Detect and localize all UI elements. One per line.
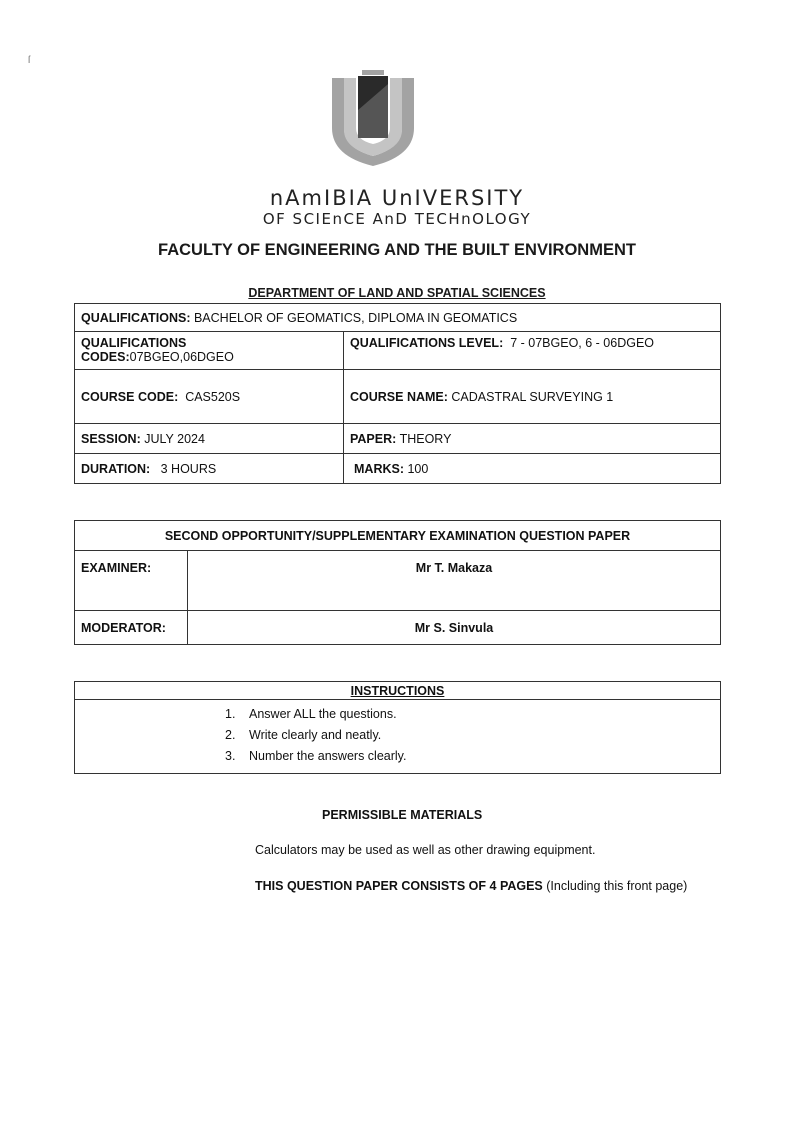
department-title: DEPARTMENT OF LAND AND SPATIAL SCIENCES [248, 286, 546, 300]
page-count-note: THIS QUESTION PAPER CONSISTS OF 4 PAGES (Including this front page) [255, 879, 688, 893]
qualification-codes-cell: QUALIFICATIONS CODES:07BGEO,06DGEO [75, 332, 344, 370]
marks-cell: MARKS: 100 [344, 454, 721, 484]
examiner-label: EXAMINER: [75, 551, 188, 611]
instructions-heading: INSTRUCTIONS [75, 682, 721, 700]
university-subtitle: OF SCIEnCE AnD TECHnOLOGY [262, 210, 532, 228]
university-name: nAmIBIA UnIVERSITY [269, 186, 525, 210]
course-info-table [74, 303, 721, 484]
course-name-cell: COURSE NAME: CADASTRAL SURVEYING 1 [344, 370, 721, 424]
instructions-list [75, 700, 720, 773]
faculty-title: FACULTY OF ENGINEERING AND THE BUILT ENVIRONMENT [158, 241, 636, 259]
permissible-materials-text: Calculators may be used as well as other drawing equipment. [255, 843, 596, 857]
exam-heading: SECOND OPPORTUNITY/SUPPLEMENTARY EXAMINATION QUESTION PAPER [75, 521, 721, 551]
paper-cell: PAPER: THEORY [344, 424, 721, 454]
instruction-item: 3. Number the answers clearly. [225, 749, 407, 763]
course-code-cell: COURSE CODE: CAS520S [75, 370, 344, 424]
qualifications-row: QUALIFICATIONS: BACHELOR OF GEOMATICS, DIPLOMA IN GEOMATICS [75, 304, 721, 332]
moderator-label: MODERATOR: [75, 611, 188, 645]
instructions-table [74, 681, 721, 774]
instruction-item: 1. Answer ALL the questions. [225, 707, 397, 721]
examiner-value: Mr T. Makaza [188, 551, 721, 611]
qualification-level-cell: QUALIFICATIONS LEVEL: 7 - 07BGEO, 6 - 06DGEO [344, 332, 721, 370]
moderator-value: Mr S. Sinvula [188, 611, 721, 645]
session-cell: SESSION: JULY 2024 [75, 424, 344, 454]
university-logo [328, 70, 418, 170]
duration-cell: DURATION: 3 HOURS [75, 454, 344, 484]
instruction-item: 2. Write clearly and neatly. [225, 728, 382, 742]
exam-table [74, 520, 721, 645]
scan-mark: ſ [28, 55, 31, 66]
permissible-materials-heading: PERMISSIBLE MATERIALS [322, 808, 483, 822]
